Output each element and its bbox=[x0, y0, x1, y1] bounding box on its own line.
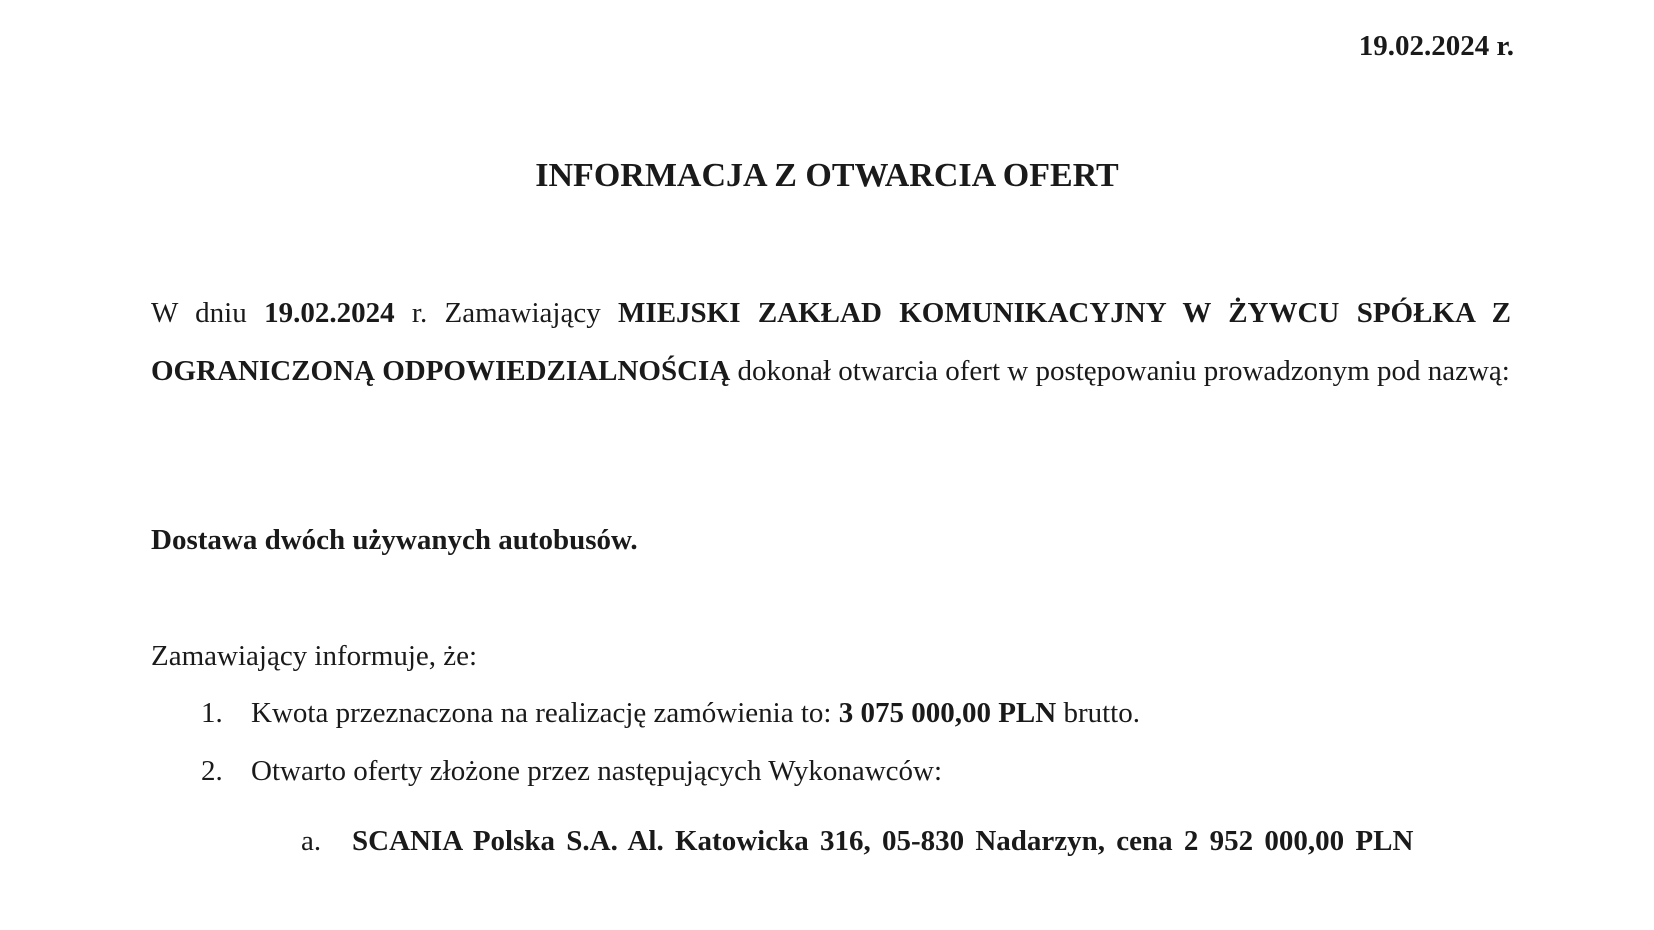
document-title: INFORMACJA Z OTWARCIA OFERT bbox=[535, 157, 1119, 194]
orderer-name: MIEJSKI ZAKŁAD KOMUNIKACYJNY W ŻYWCU SPÓŁKA Z OGRANICZONĄ ODPOWIEDZIALNOŚCIĄ bbox=[151, 297, 1512, 387]
budget-text-after: brutto. bbox=[1056, 697, 1140, 729]
informs-heading: Zamawiający informuje, że: bbox=[151, 640, 478, 672]
offer-item bbox=[301, 812, 1511, 870]
intro-date: 19.02.2024 bbox=[264, 297, 395, 329]
offer-letter: a. bbox=[301, 825, 322, 857]
procurement-subject: Dostawa dwóch używanych autobusów. bbox=[151, 524, 638, 556]
intro-paragraph bbox=[151, 284, 1511, 400]
offers-text: Otwarto oferty złożone przez następujących Wykonawców: bbox=[251, 755, 943, 787]
list-number: 1. bbox=[201, 697, 223, 729]
budget-amount: 3 075 000,00 PLN bbox=[838, 697, 1057, 729]
intro-text-3: dokonał otwarcia ofert w postępowaniu prowadzonym pod nazwą: bbox=[730, 355, 1510, 387]
list-item-offers bbox=[201, 755, 942, 788]
document-date: 19.02.2024 r. bbox=[1358, 30, 1514, 62]
list-number: 2. bbox=[201, 755, 223, 787]
intro-text-2: r. Zamawiający bbox=[394, 297, 619, 329]
budget-text-before: Kwota przeznaczona na realizację zamówienia to: bbox=[251, 697, 839, 729]
list-item-budget bbox=[201, 697, 1140, 730]
intro-text-1: W dniu bbox=[151, 297, 265, 329]
offer-text: SCANIA Polska S.A. Al. Katowicka 316, 05-830 Nadarzyn, cena 2 952 000,00 PLN bbox=[352, 825, 1414, 857]
